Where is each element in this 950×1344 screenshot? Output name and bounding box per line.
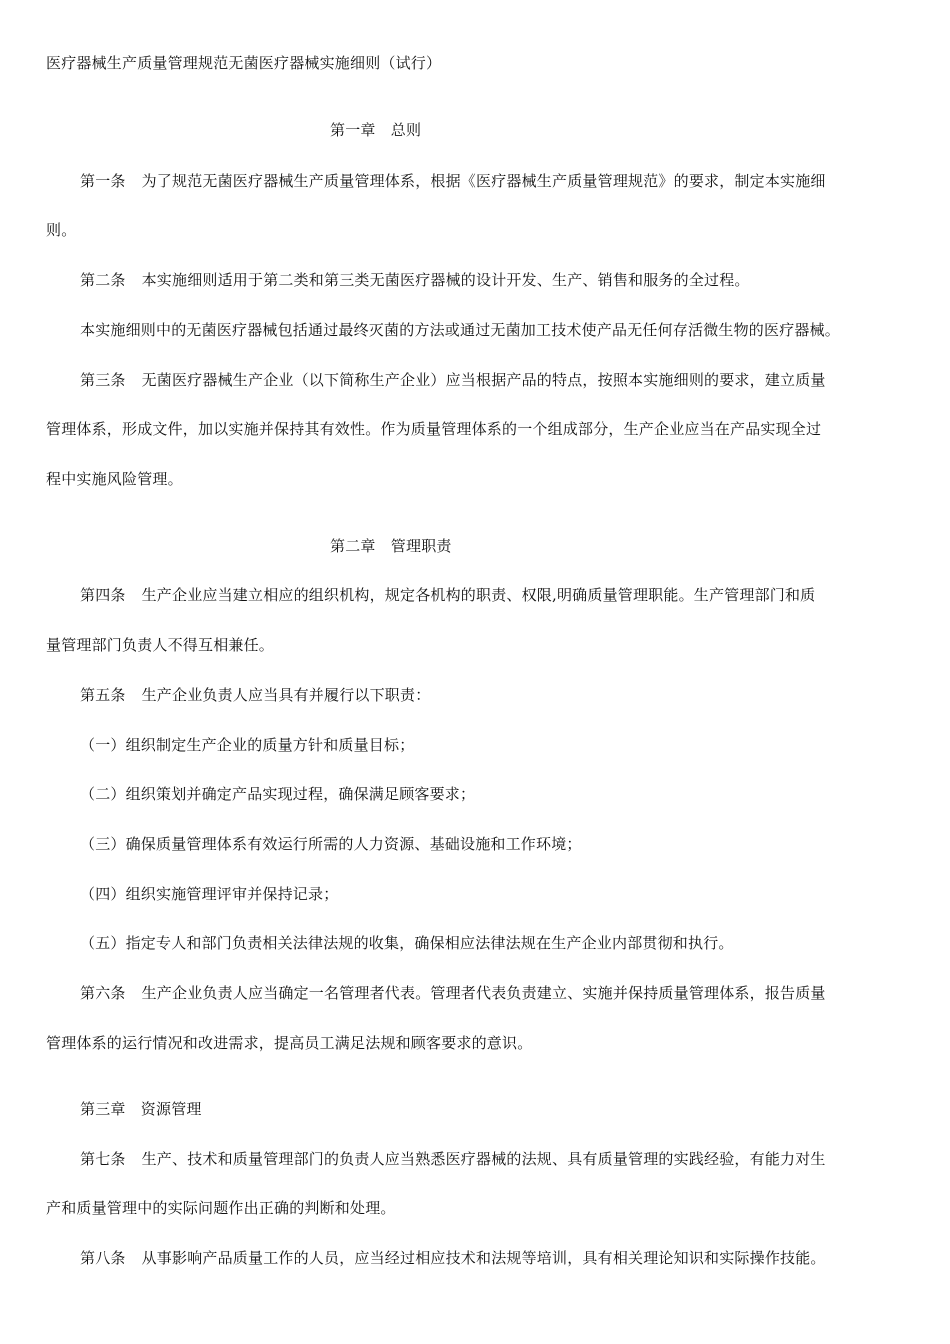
article-3-line-1: [80, 369, 826, 391]
article-1-line-2: 则。: [46, 221, 77, 239]
article-3-line-3: 程中实施风险管理。: [46, 470, 183, 488]
chapter-heading-1: 第一章 总则: [330, 121, 422, 139]
chapter-heading-3: 第三章 资源管理: [80, 1100, 202, 1118]
article-2-line-1: [80, 269, 750, 291]
list-item-4: （四）组织实施管理评审并保持记录；: [80, 885, 339, 903]
article-8-label: 第八条: [80, 1249, 126, 1267]
article-3-line-2: 管理体系，形成文件，加以实施并保持其有效性。作为质量管理体系的一个组成部分，生产企业应当在产品实现全过: [46, 420, 822, 438]
article-3-text: 无菌医疗器械生产企业（以下简称生产企业）应当根据产品的特点，按照本实施细则的要求，建立质量: [141, 371, 826, 389]
article-2-text: 本实施细则适用于第二类和第三类无菌医疗器械的设计开发、生产、销售和服务的全过程。: [141, 271, 750, 289]
list-item-5: （五）指定专人和部门负责相关法律法规的收集，确保相应法律法规在生产企业内部贯彻和执行。: [80, 934, 734, 952]
article-7-line-1: [80, 1148, 826, 1170]
article-8-text: 从事影响产品质量工作的人员，应当经过相应技术和法规等培训，具有相关理论知识和实际操作技能。: [141, 1249, 826, 1267]
article-5-text: 生产企业负责人应当具有并履行以下职责：: [141, 686, 431, 704]
list-item-3: （三）确保质量管理体系有效运行所需的人力资源、基础设施和工作环境；: [80, 835, 582, 853]
list-item-2: （二）组织策划并确定产品实现过程，确保满足顾客要求；: [80, 785, 476, 803]
article-7-label: 第七条: [80, 1150, 126, 1168]
article-4-line-2: 量管理部门负责人不得互相兼任。: [46, 636, 275, 654]
article-6-text: 生产企业负责人应当确定一名管理者代表。管理者代表负责建立、实施并保持质量管理体系，报告质量: [141, 984, 826, 1002]
article-4-line-1: [80, 584, 815, 606]
article-6-line-2: 管理体系的运行情况和改进需求，提高员工满足法规和顾客要求的意识。: [46, 1034, 533, 1052]
article-6-label: 第六条: [80, 984, 126, 1002]
article-3-label: 第三条: [80, 371, 126, 389]
article-2-label: 第二条: [80, 271, 126, 289]
article-5-line-1: [80, 684, 430, 706]
article-1-line-1: [80, 170, 826, 192]
document-title: 医疗器械生产质量管理规范无菌医疗器械实施细则（试行）: [46, 54, 442, 72]
article-5-label: 第五条: [80, 686, 126, 704]
article-7-line-2: 产和质量管理中的实际问题作出正确的判断和处理。: [46, 1199, 396, 1217]
list-item-1: （一）组织制定生产企业的质量方针和质量目标；: [80, 736, 415, 754]
article-4-text: 生产企业应当建立相应的组织机构，规定各机构的职责、权限,明确质量管理职能。生产管理部门和质: [141, 586, 816, 604]
article-6-line-1: [80, 982, 826, 1004]
article-1-text: 为了规范无菌医疗器械生产质量管理体系，根据《医疗器械生产质量管理规范》的要求，制定本实施细: [141, 172, 826, 190]
article-7-text: 生产、技术和质量管理部门的负责人应当熟悉医疗器械的法规、具有质量管理的实践经验，有能力对生: [141, 1150, 826, 1168]
article-4-label: 第四条: [80, 586, 126, 604]
article-8-line-1: [80, 1247, 826, 1269]
article-2-paragraph-2: 本实施细则中的无菌医疗器械包括通过最终灭菌的方法或通过无菌加工技术使产品无任何存活微生物的医疗器械。: [80, 321, 841, 339]
chapter-heading-2: 第二章 管理职责: [330, 537, 452, 555]
article-1-label: 第一条: [80, 172, 126, 190]
